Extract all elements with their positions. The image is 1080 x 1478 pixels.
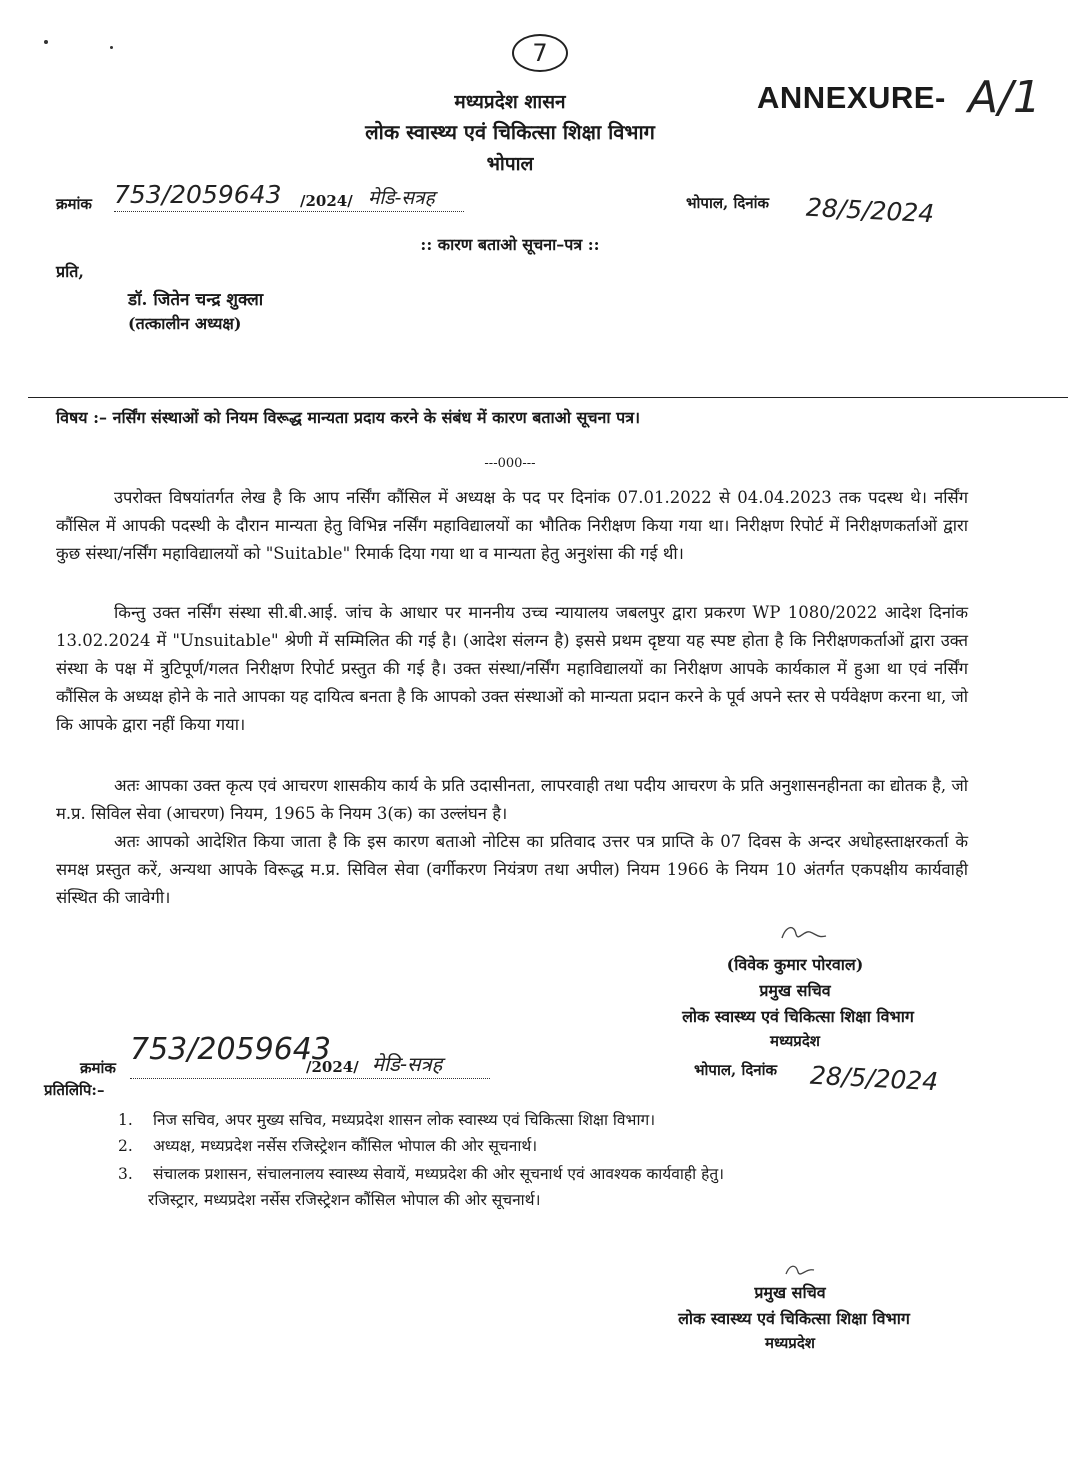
ref-prefix: क्रमांक	[56, 195, 92, 213]
ref2-prefix: क्रमांक	[80, 1059, 116, 1077]
header-line-2: लोक स्वास्थ्य एवं चिकित्सा शिक्षा विभाग	[365, 120, 655, 144]
notice-title: :: कारण बताओ सूचना–पत्र ::	[420, 235, 600, 254]
paragraph-3: अतः आपका उक्त कृत्य एवं आचरण शासकीय कार्य के प्रति उदासीनता, लापरवाही तथा पदीय आचरण के प्रति अनुशासनहीनता का द्योतक है, जो म.प्र. सिविल सेवा (आचरण) नियम, 1965 के नियम 3(क) का उल्लंघन है।	[56, 776, 968, 823]
signatory2-state: मध्यप्रदेश	[764, 1334, 815, 1352]
copy-to-item-text: अध्यक्ष, मध्यप्रदेश नर्सेस रजिस्ट्रेशन कौंसिल भोपाल की ओर सूचनार्थ।	[152, 1137, 538, 1155]
copy-to-item	[118, 1162, 1018, 1184]
header-line-1: मध्यप्रदेश शासन	[454, 91, 566, 113]
copy-to-item	[118, 1108, 1018, 1130]
subject-line: विषय :– नर्सिंग संस्थाओं को नियम विरूद्ध मान्यता प्रदाय करने के संबंध में कारण बताओ सूचना पत्र।	[56, 408, 641, 427]
scan-speck	[110, 46, 113, 49]
copy-to-extra: रजिस्ट्रार, मध्यप्रदेश नर्सेस रजिस्ट्रेशन कौंसिल भोपाल की ओर सूचनार्थ।	[148, 1191, 541, 1209]
recipient-to: प्रति,	[56, 262, 84, 281]
copy-to-item-number: 3.	[118, 1165, 133, 1183]
ref-section: मेडि-सत्रह	[368, 187, 435, 209]
annexure-label: ANNEXURE-	[757, 80, 946, 115]
signatory-designation: प्रमुख सचिव	[759, 981, 831, 1000]
ref-year: /2024/	[300, 192, 353, 210]
paragraph-2: किन्तु उक्त नर्सिंग संस्था सी.बी.आई. जांच के आधार पर माननीय उच्च न्यायालय जबलपुर द्वारा प्रकरण WP 1080/2022 आदेश दिनांक 13.02.2024 में "Unsuitable" श्रेणी में सम्मिलित की गई है। (आदेश संलग्न है) इससे प्रथम दृष्टया यह स्पष्ट होता है कि निरीक्षणकर्ताओं द्वारा उक्त संस्था के पक्ष में त्रुटिपूर्ण/गलत निरीक्षण रिपोर्ट प्रस्तुत की गई है। उक्त संस्था/नर्सिंग महाविद्यालयों का निरीक्षण आपके कार्यकाल में हुआ था एवं नर्सिंग कौंसिल के अध्यक्ष होने के नाते आपका यह दायित्व बनता है कि आपको उक्त संस्थाओं को मान्यता प्रदान करने के पूर्व अपने स्तर से पर्यवेक्षण करना था, जो कि आपके द्वारा नहीं किया गया।	[56, 603, 968, 734]
ref2-place-date: भोपाल, दिनांक	[694, 1061, 778, 1079]
separator: ---000---	[484, 456, 536, 471]
copy-to-item-text: निज सचिव, अपर मुख्य सचिव, मध्यप्रदेश शासन लोक स्वास्थ्य एवं चिकित्सा शिक्षा विभाग।	[152, 1111, 656, 1129]
signature-scribble	[782, 1258, 822, 1282]
paragraph-4: अतः आपको आदेशित किया जाता है कि इस कारण बताओ नोटिस का प्रतिवाद उत्तर पत्र प्राप्ति के 07 दिवस के अन्दर अधोहस्ताक्षरकर्ता के समक्ष प्रस्तुत करें, अन्यथा आपके विरूद्ध म.प्र. सिविल सेवा (वर्गीकरण नियंत्रण तथा अपील) नियम 1966 के नियम 10 अंतर्गत एकपक्षीय कार्यवाही संस्थित की जावेगी।	[56, 832, 968, 907]
copy-to-item	[118, 1134, 1018, 1156]
copy-to-label: प्रतिलिपि:–	[44, 1081, 105, 1099]
ref-number: 753/2059643	[114, 180, 282, 209]
ref2-year: /2024/	[306, 1058, 359, 1076]
ref-place-date: भोपाल, दिनांक	[686, 194, 770, 212]
ref2-section: मेडि-सत्रह	[372, 1052, 443, 1076]
signatory2-designation: प्रमुख सचिव	[754, 1283, 826, 1302]
annexure-handwritten: A/1	[968, 72, 1041, 123]
copy-to-item-text: संचालक प्रशासन, संचालनालय स्वास्थ्य सेवायें, मध्यप्रदेश की ओर सूचनार्थ एवं आवश्यक कार्यवाही हेतु।	[152, 1165, 725, 1183]
copy-to-item-number: 2.	[118, 1137, 133, 1155]
copy-to-item-number: 1.	[118, 1111, 133, 1129]
recipient-designation: (तत्कालीन अध्यक्ष)	[128, 314, 242, 333]
ref-date: 28/5/2024	[805, 192, 935, 229]
header-line-3: भोपाल	[486, 153, 534, 175]
scan-speck	[44, 40, 48, 44]
signatory-state: मध्यप्रदेश	[769, 1032, 820, 1050]
paragraph-1: उपरोक्त विषयांतर्गत लेख है कि आप नर्सिंग कौंसिल में अध्यक्ष के पद पर दिनांक 07.01.2022 से 04.04.2023 तक पदस्थ थे। नर्सिंग कौंसिल में आपकी पदस्थी के दौरान मान्यता हेतु विभिन्न नर्सिंग महाविद्यालयों का भौतिक निरीक्षण किया गया था। निरीक्षण रिपोर्ट में निरीक्षणकर्ताओं द्वारा कुछ संस्था/नर्सिंग महाविद्यालयों को "Suitable" रिमार्क दिया गया था व मान्यता हेतु अनुशंसा की गई थी।	[56, 488, 968, 563]
ref-underline	[114, 211, 464, 212]
ref2-number: 753/2059643	[130, 1032, 331, 1067]
signatory-name: (विवेक कुमार पोरवाल)	[726, 955, 864, 974]
signatory2-department: लोक स्वास्थ्य एवं चिकित्सा शिक्षा विभाग	[678, 1309, 910, 1328]
recipient-name: डॉ. जितेन चन्द्र शुक्ला	[128, 290, 264, 310]
signature-scribble	[776, 918, 836, 948]
ref2-date: 28/5/2024	[809, 1060, 939, 1097]
page-marker: 7	[512, 34, 568, 72]
divider-line	[28, 397, 1068, 398]
signatory-department: लोक स्वास्थ्य एवं चिकित्सा शिक्षा विभाग	[682, 1007, 914, 1026]
ref2-underline	[130, 1078, 490, 1079]
